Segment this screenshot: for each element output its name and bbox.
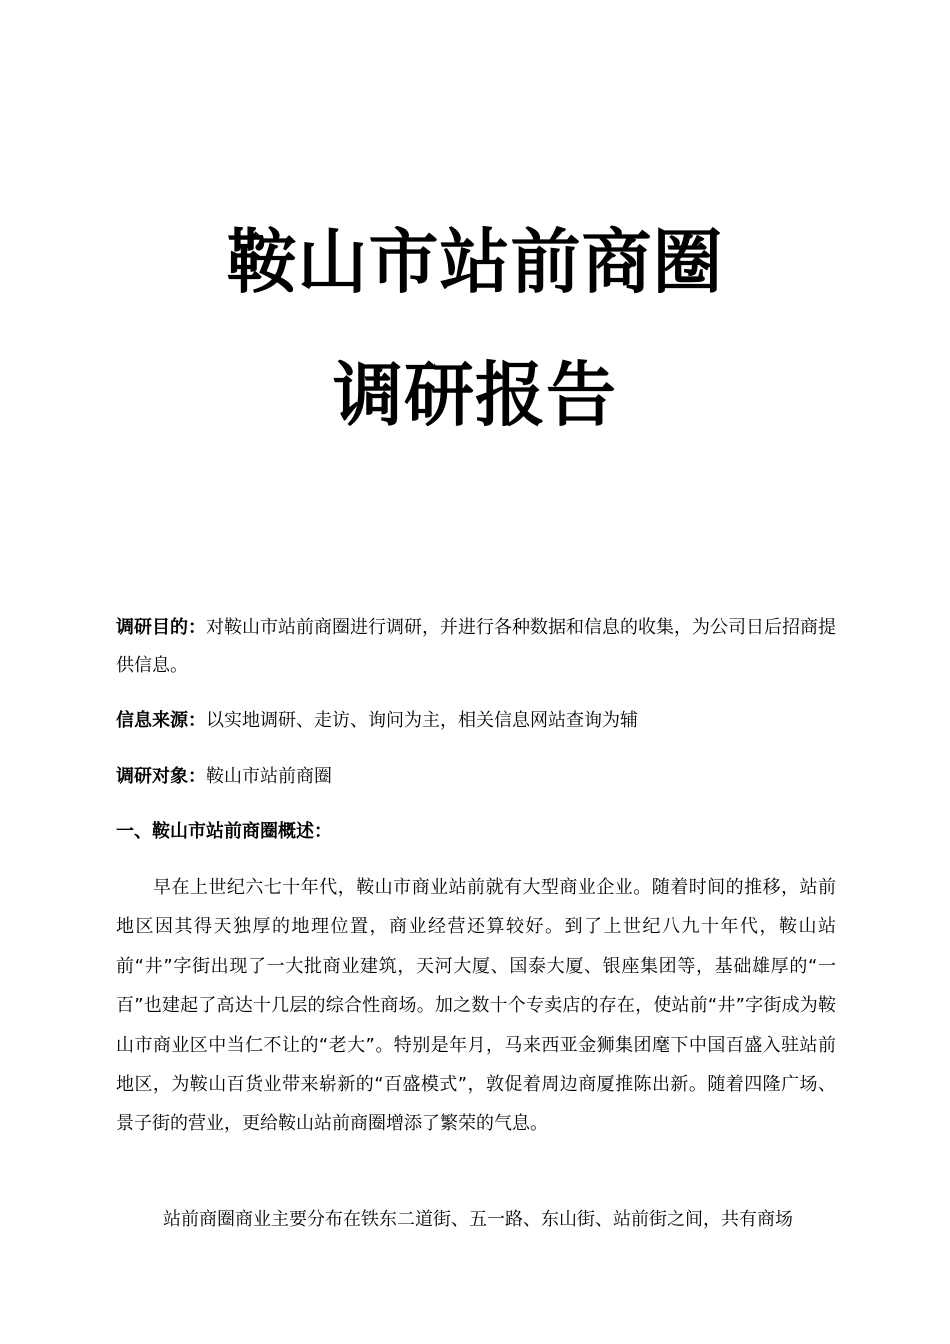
research-purpose: [116, 609, 836, 685]
research-object-text: 鞍山市站前商圈: [206, 766, 332, 787]
section-heading: 一、鞍山市站前商圈概述：: [116, 821, 332, 842]
overview-paragraph-1: 早在上世纪六七十年代，鞍山市商业站前就有大型商业企业。随着时间的推移，站前地区因其得天独厚的地理位置，商业经营还算较好。到了上世纪八九十年代，鞍山站前“井”字街出现了一大批商业建筑，天河大厦、国泰大厦、银座集团等，基础雄厚的“一百”也建起了高达十几层的综合性商场。加之数十个专卖店的存在，使站前“井”字街成为鞍山市商业区中当仁不让的“老大”。特别是年月，马来西亚金狮集团麾下中国百盛入驻站前地区，为鞍山百货业带来崭新的“百盛模式”，敦促着周边商厦推陈出新。随着四隆广场、景子街的营业，更给鞍山站前商圈增添了繁荣的气息。: [116, 877, 836, 1135]
information-source-label: 信息来源：: [116, 710, 206, 731]
information-source: [116, 702, 836, 740]
report-title-line2: 调研报告: [333, 354, 617, 436]
research-object-label: 调研对象：: [116, 766, 206, 787]
overview-paragraph-2: 站前商圈商业主要分布在铁东二道街、五一路、东山街、站前街之间，共有商场: [163, 1209, 793, 1230]
research-object: [116, 758, 836, 796]
research-purpose-text: 对鞍山市站前商圈进行调研，并进行各种数据和信息的收集，为公司日后招商提供信息。: [116, 617, 836, 676]
report-title-line1: 鞍山市站前商圈: [226, 221, 724, 303]
research-purpose-label: 调研目的：: [116, 617, 206, 638]
information-source-text: 以实地调研、走访、询问为主，相关信息网站查询为辅: [206, 710, 638, 731]
